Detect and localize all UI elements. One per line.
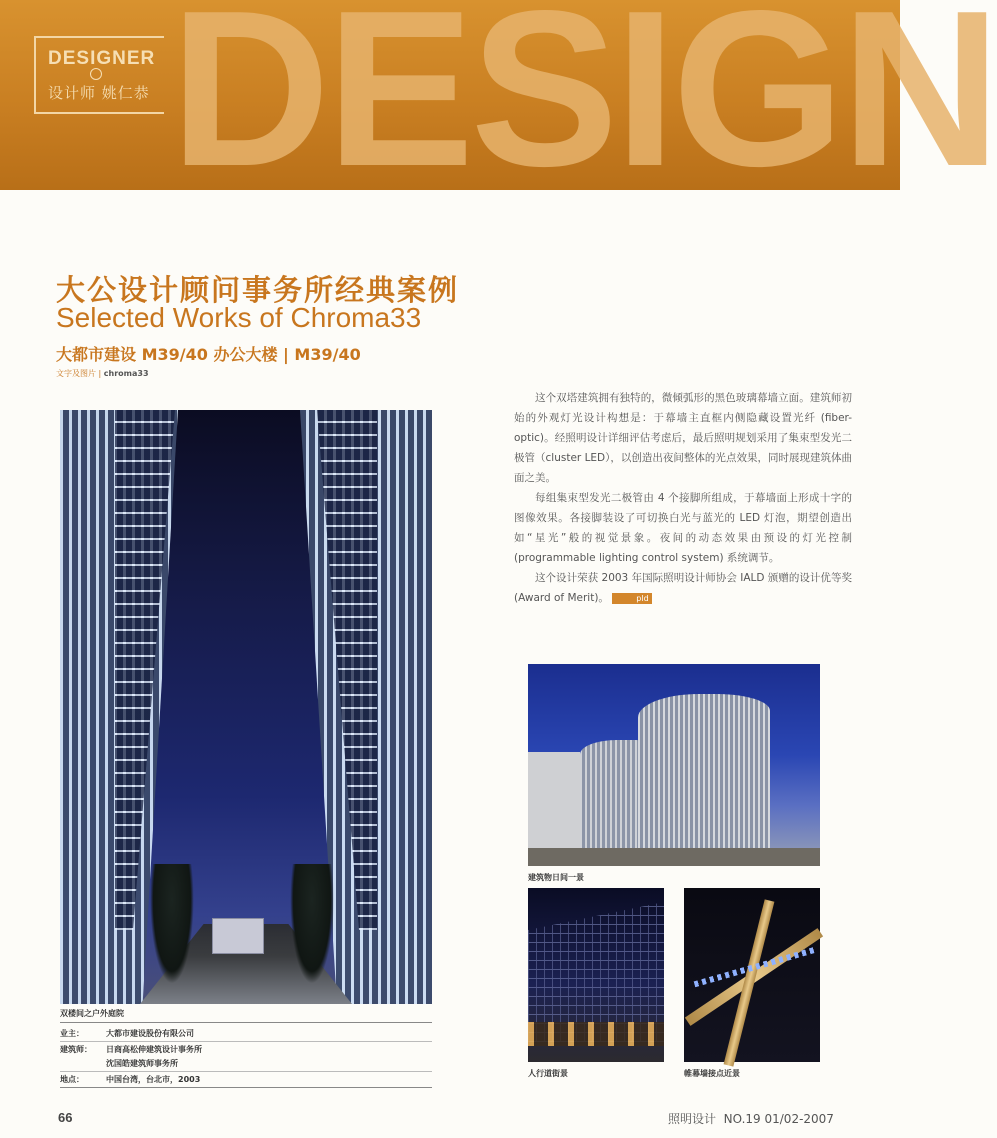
street-caption: 人行道街景 — [528, 1069, 568, 1078]
photo-facade — [528, 902, 664, 1042]
photo-distant-building — [212, 918, 264, 954]
footer-magazine — [668, 1110, 834, 1127]
info-value — [106, 1074, 432, 1085]
joint-closeup-photo — [684, 888, 820, 1062]
courtyard-photo — [60, 410, 432, 1004]
photo-street-lights — [528, 1022, 664, 1046]
banner-watermark: DESIGN — [170, 0, 997, 213]
paragraph-1: 这个双塔建筑拥有独特的，微倾弧形的黑色玻璃幕墙立面。建筑师初始的外观灯光设计构想是：于幕墙主直框内侧隐藏设置光纤 (fiber-optic)。经照明设计详细评估考虑后，最后照明规划采用了集束型发光二极管（cluster LED），以创造出夜间整体的光点效果，同时展现建筑体曲面之美。 — [514, 392, 852, 484]
info-row — [60, 1042, 432, 1072]
photo-street — [528, 848, 820, 866]
article-body — [514, 388, 852, 608]
info-row — [60, 1026, 432, 1042]
daytime-caption: 建筑物日间一景 — [528, 873, 584, 882]
info-value-line: 大都市建设股份有限公司 — [106, 1029, 194, 1038]
photo-tower-back — [638, 694, 770, 862]
article-title-cn: 大公设计顾问事务所经典案例 — [56, 273, 460, 307]
article-title-en: Selected Works of Chroma33 — [56, 302, 422, 333]
info-value-line: 中国台湾，台北市，2003 — [106, 1075, 201, 1084]
info-value-line: 日商高松伸建筑设计事务所 — [106, 1045, 202, 1054]
info-value-line: 沈国皓建筑师事务所 — [106, 1059, 178, 1068]
paragraph-3 — [514, 568, 852, 608]
info-row — [60, 1072, 432, 1088]
section-label-cn: 设计师 姚仁恭 — [48, 84, 150, 102]
circle-icon — [90, 68, 102, 80]
main-photo-caption: 双楼间之户外庭院 — [60, 1008, 432, 1023]
photo-tree — [150, 864, 194, 984]
info-value — [106, 1044, 432, 1069]
page-number: 66 — [58, 1110, 73, 1125]
info-key: 业主： — [60, 1029, 84, 1038]
project-info-table — [60, 1008, 432, 1088]
photo-beam — [724, 899, 775, 1066]
section-label-en: DESIGNER — [48, 48, 156, 69]
paragraph-3-text: 这个设计荣获 2003 年国际照明设计师协会 IALD 颁赠的设计优等奖 (Award of Merit)。 — [514, 572, 852, 604]
street-photo — [528, 888, 664, 1062]
info-key: 地点： — [60, 1075, 84, 1084]
credit-line — [56, 368, 149, 379]
photo-tree — [290, 864, 334, 984]
info-value — [106, 1028, 432, 1039]
paragraph-2: 每组集束型发光二极管由 4 个接脚所组成，于幕墙面上形成十字的图像效果。各接脚装设了可切换白光与蓝光的 LED 灯泡，期望创造出如“星光”般的视觉景象。夜间的动态效果由预设的灯光控制 (programmable lighting control system) 系统调节。 — [514, 492, 852, 564]
joint-caption: 帷幕墙接点近景 — [684, 1069, 740, 1078]
credit-value: chroma33 — [103, 369, 149, 378]
issue-number: NO.19 01/02-2007 — [723, 1112, 834, 1126]
credit-label: 文字及图片 | — [56, 369, 102, 378]
article-subtitle: 大都市建设 M39/40 办公大楼 | M39/40 — [56, 345, 361, 364]
daytime-photo — [528, 664, 820, 866]
info-key: 建筑师： — [60, 1045, 92, 1054]
magazine-name: 照明设计 — [668, 1112, 717, 1126]
pld-badge: pld — [612, 593, 651, 604]
header-banner — [0, 0, 997, 213]
